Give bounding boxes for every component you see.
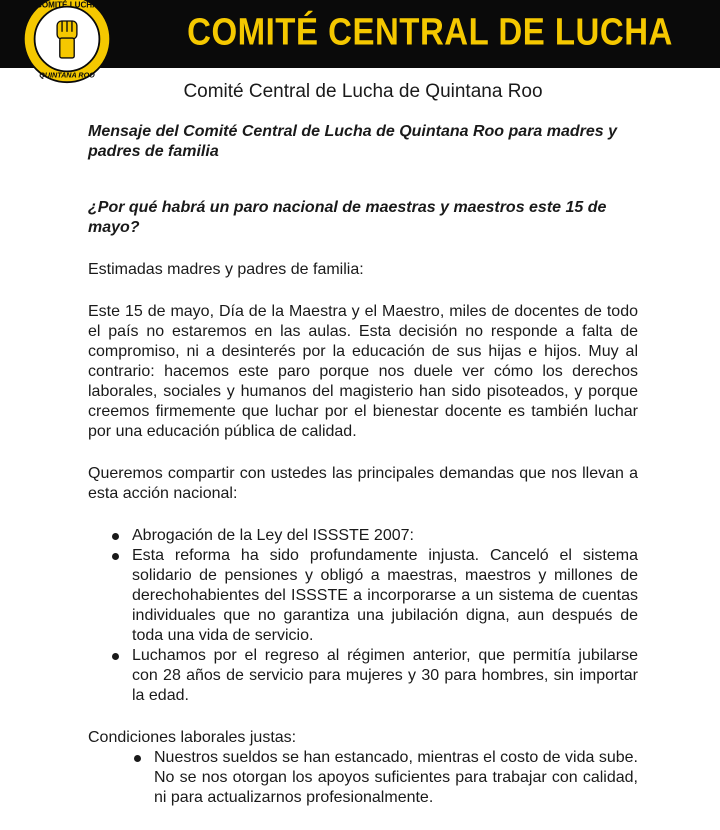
list-item-text: Esta reforma ha sido profundamente injusta. Canceló el sistema solidario de pensiones y obligó a maestras, maestros y millones de derechohabientes del ISSSTE a incorporarse a un sistema de cuentas individuales que no garantiza una jubilación digna, aun después de toda una vida de servicio. xyxy=(132,547,638,644)
page-title: Comité Central de Lucha de Quintana Roo xyxy=(183,81,543,102)
list-item-text: Luchamos por el regreso al régimen anterior, que permitía jubilarse con 28 años de servicio para mujeres y 30 para hombres, sin importar la edad. xyxy=(132,647,638,704)
list-item-text: Nuestros sueldos se han estancado, mientras el costo de vida sube. No se nos otorgan los apoyos suficientes para trabajar con calidad, ni para actualizarnos profesionalmente. xyxy=(154,749,638,806)
greeting: Estimadas madres y padres de familia: xyxy=(88,261,364,278)
message-subject: Mensaje del Comité Central de Lucha de Quintana Roo para madres y padres de familia xyxy=(88,123,618,160)
bullet-icon xyxy=(112,553,119,560)
list-item-text: Abrogación de la Ley del ISSSTE 2007: xyxy=(132,527,414,544)
bullet-icon xyxy=(112,533,119,540)
list-item xyxy=(88,748,638,808)
logo-emblem xyxy=(22,0,112,84)
letter-body xyxy=(88,80,638,808)
logo-bottom-text: QUINTANA ROO xyxy=(39,70,95,80)
intro-paragraph: Este 15 de mayo, Día de la Maestra y el Maestro, miles de docentes de todo el país no estaremos en las aulas. Esta decisión no responde a falta de compromiso, ni a desinterés por la educación de sus hijas e hijos. Muy al contrario: hacemos este paro porque nos duele ver cómo los derechos laborales, sociales y humanos del magisterio han sido pisoteados, y porque creemos firmemente que luchar por el bienestar docente es también luchar por una educación pública de calidad. xyxy=(88,303,638,440)
list-item xyxy=(88,546,638,646)
bullet-icon xyxy=(134,755,141,762)
list-item xyxy=(88,526,638,546)
header-banner xyxy=(0,0,720,80)
list-item xyxy=(88,646,638,706)
raised-fist-icon xyxy=(57,21,77,58)
section-heading-labor: Condiciones laborales justas: xyxy=(88,729,297,746)
demands-intro-paragraph: Queremos compartir con ustedes las principales demandas que nos llevan a esta acción nacional: xyxy=(88,465,638,502)
banner-title: COMITÉ CENTRAL DE LUCHA xyxy=(187,10,673,53)
bullet-icon xyxy=(112,653,119,660)
demands-list xyxy=(88,526,638,706)
labor-conditions-list xyxy=(88,748,638,808)
logo-top-text: COMITÉ LUCHA xyxy=(36,0,98,10)
question-heading: ¿Por qué habrá un paro nacional de maestras y maestros este 15 de mayo? xyxy=(88,199,607,236)
